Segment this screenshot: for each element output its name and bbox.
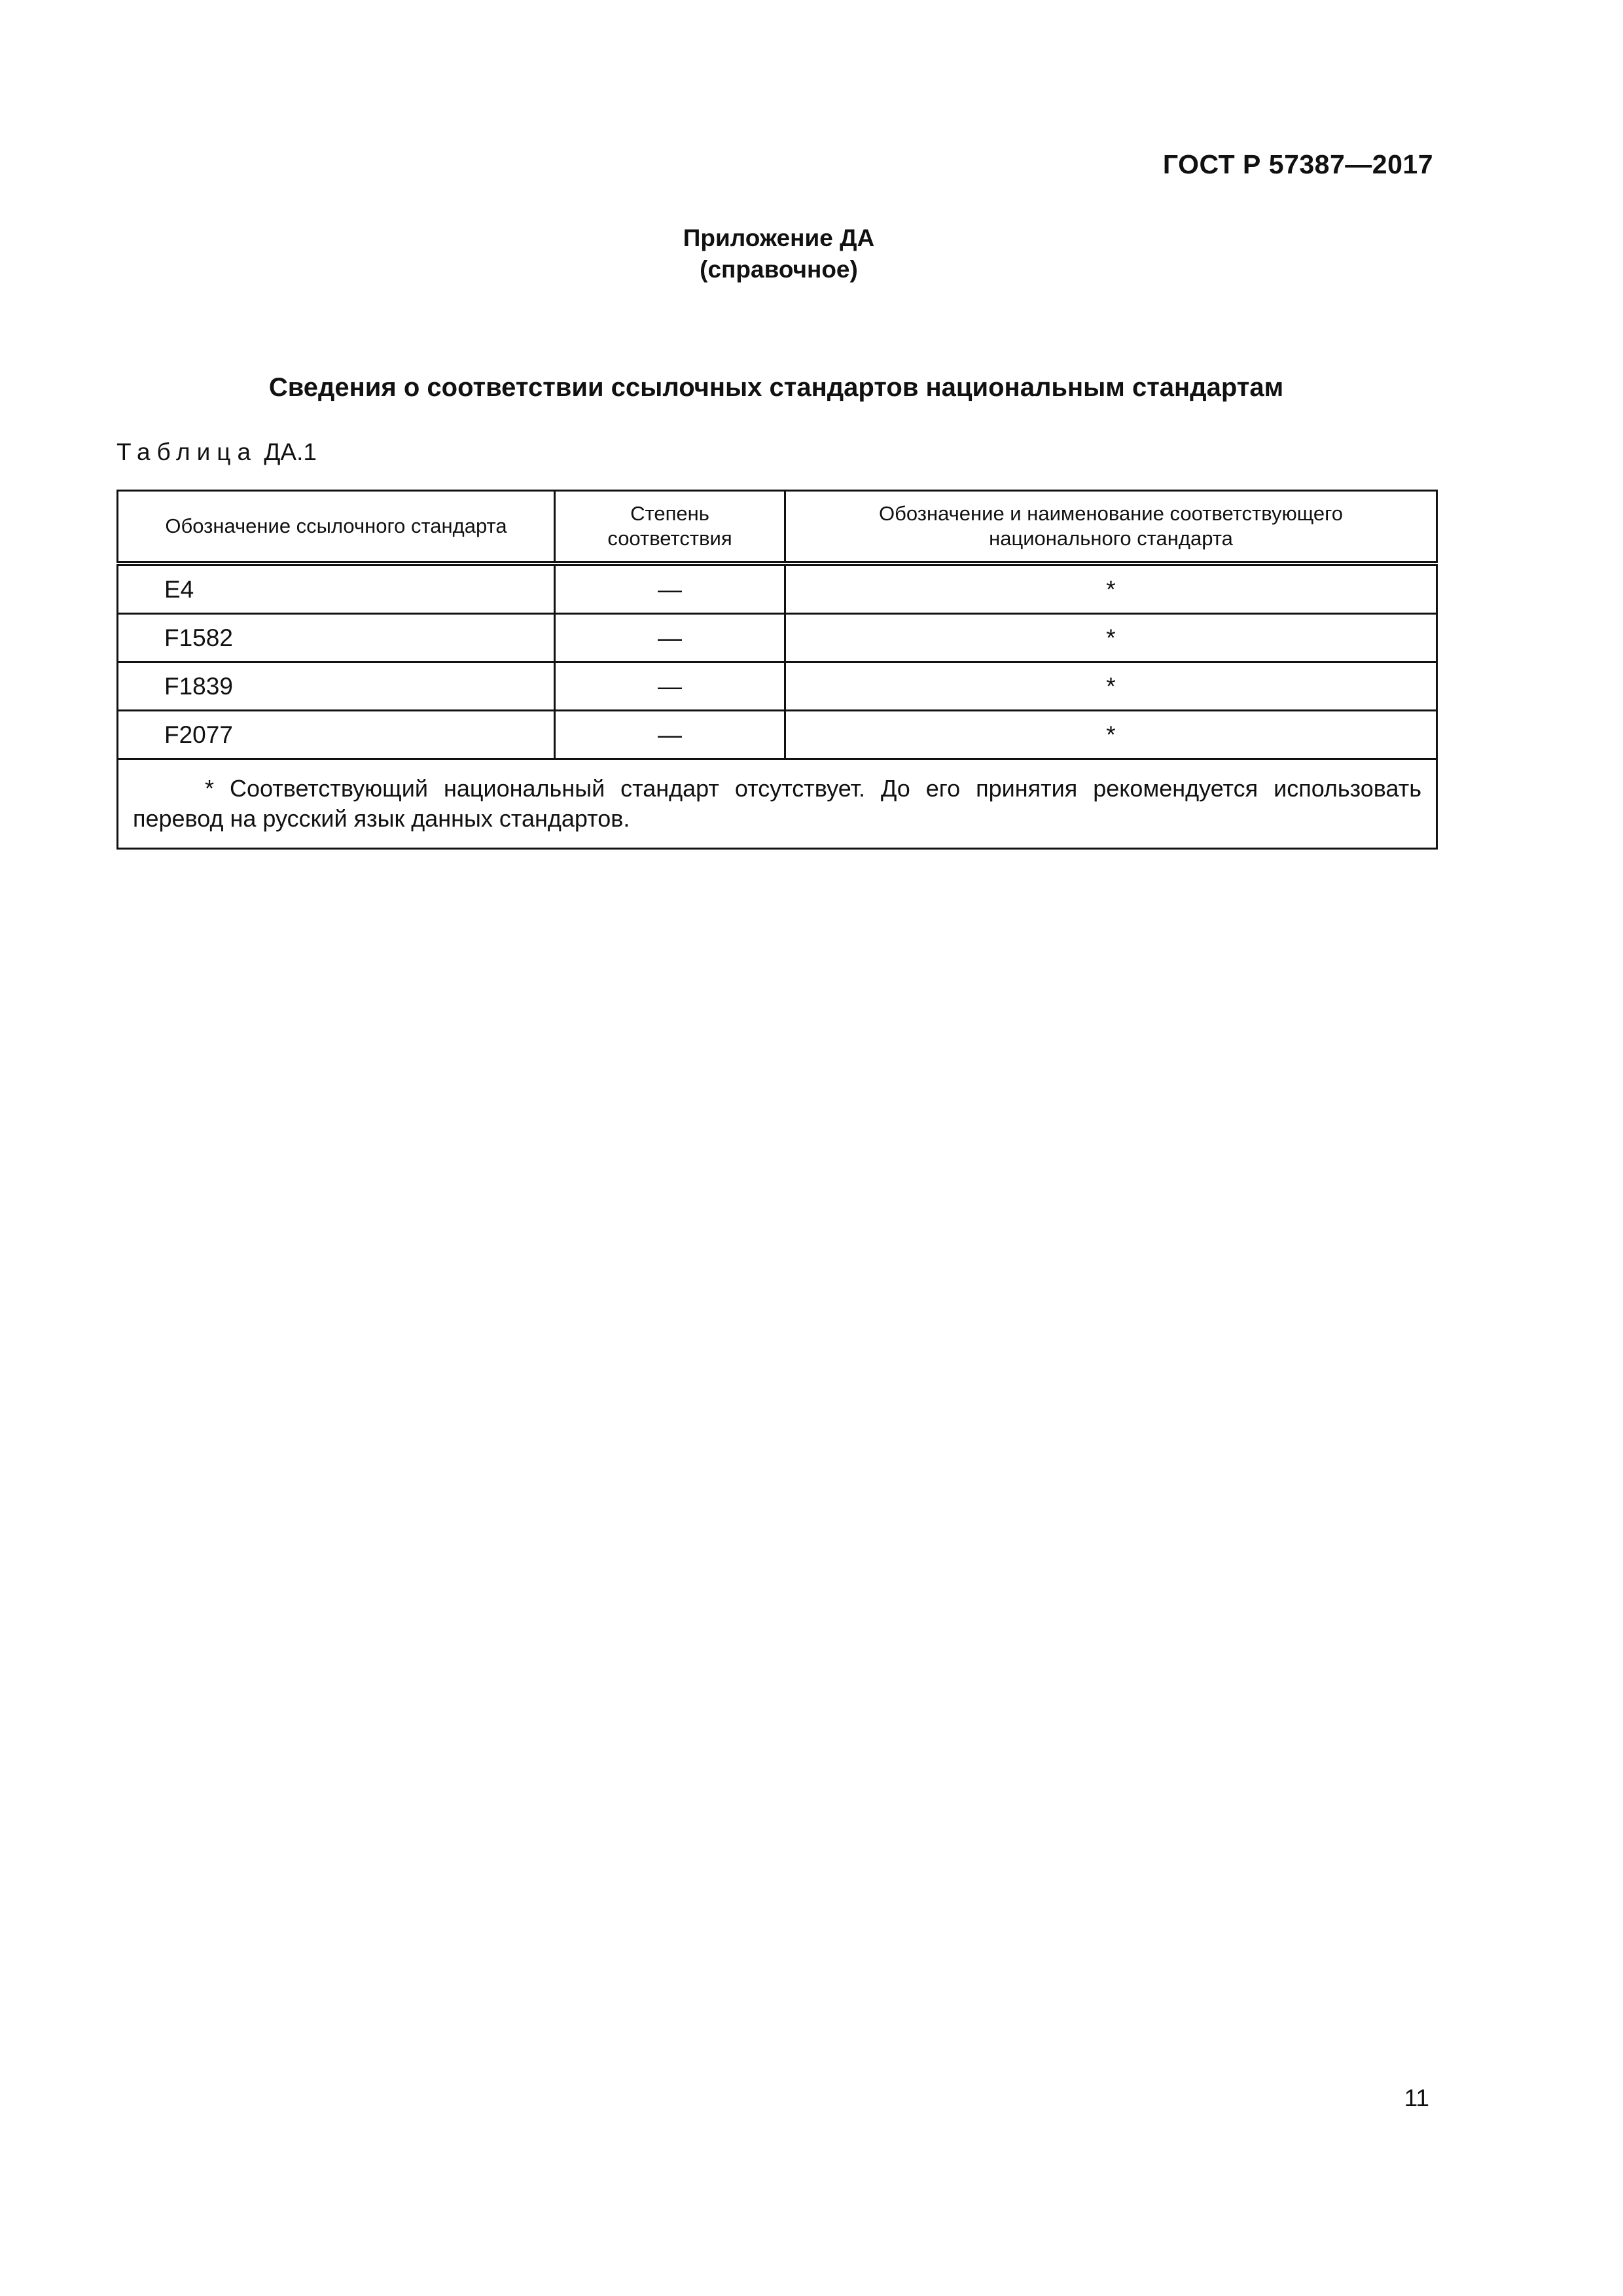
cell-national-standard: * (785, 711, 1437, 759)
footnote-text: * Соответствующий национальный стандарт отсутствует. До его принятия рекомендуется использовать перевод на русский язык данных стандартов. (133, 775, 1421, 832)
cell-reference-code: F2077 (118, 711, 555, 759)
table-header-row (118, 491, 1437, 564)
section-title: Сведения о соответствии ссылочных стандартов национальным стандартам (268, 373, 1284, 402)
appendix-subtitle: (справочное) (700, 256, 858, 283)
cell-reference-code: F1582 (118, 614, 555, 662)
cell-reference-code: E4 (118, 564, 555, 614)
table-row (118, 662, 1437, 711)
cell-national-standard: * (785, 614, 1437, 662)
cell-reference-code: F1839 (118, 662, 555, 711)
table-caption (116, 439, 317, 466)
header-national-standard: Обозначение и наименование соответствующего национального стандарта (785, 491, 1437, 564)
appendix-title: Приложение ДА (683, 224, 875, 251)
reference-standards-table (116, 490, 1438, 850)
table-row (118, 564, 1437, 614)
table-caption-number: ДА.1 (264, 439, 317, 465)
cell-national-standard: * (785, 662, 1437, 711)
document-code: ГОСТ Р 57387—2017 (1162, 149, 1433, 179)
cell-national-standard: * (785, 564, 1437, 614)
cell-degree: — (555, 662, 785, 711)
table-row (118, 614, 1437, 662)
cell-degree: — (555, 711, 785, 759)
table-footnote (118, 759, 1437, 849)
table-caption-word: Таблица (116, 439, 258, 465)
cell-degree: — (555, 564, 785, 614)
page-number: 11 (1404, 2085, 1429, 2111)
table-row (118, 711, 1437, 759)
table-footnote-row (118, 759, 1437, 849)
header-reference-standard: Обозначение ссылочного стандарта (118, 491, 555, 564)
header-degree-of-conformity: Степень соответствия (555, 491, 785, 564)
appendix-heading (0, 223, 1558, 285)
cell-degree: — (555, 614, 785, 662)
